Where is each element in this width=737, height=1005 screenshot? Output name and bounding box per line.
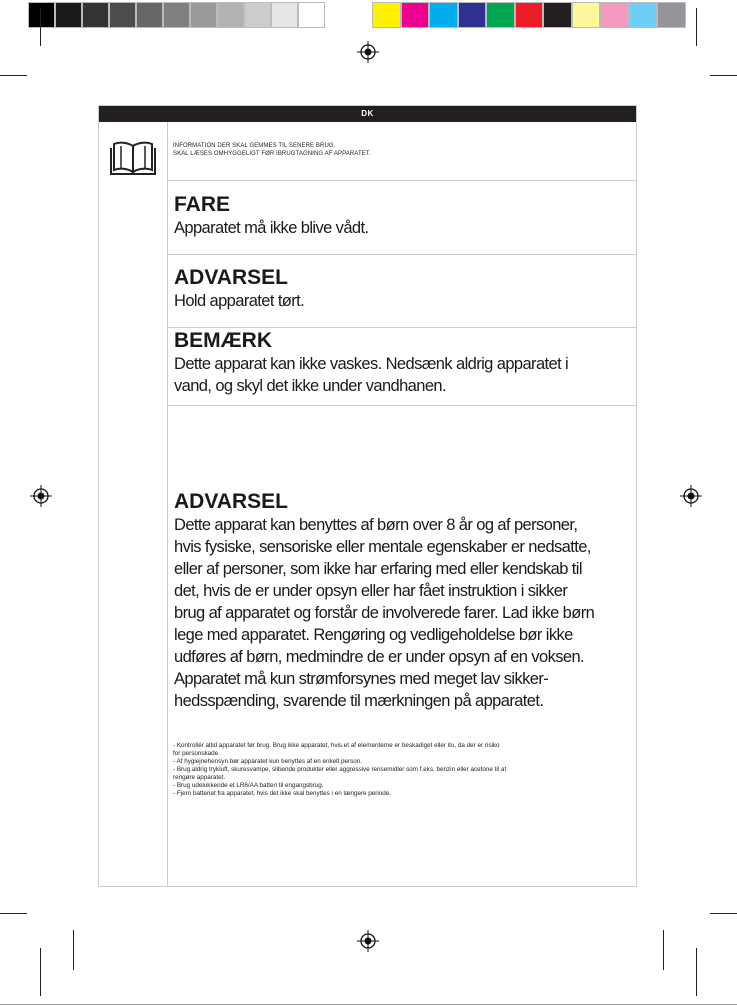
color-swatch — [401, 2, 430, 28]
bullet-line: rengøre apparatet. — [173, 774, 226, 781]
info-line-1: INFORMATION DER SKAL GEMMES TIL SENERE BRUG. — [173, 143, 336, 149]
note-heading: BEMÆRK — [174, 329, 272, 352]
bullet-line: - Brug aldrig trykluft, skuresvampe, slibende produkter eller aggressive rensemidler som f.eks. benzin eller acetone til at — [173, 766, 507, 773]
warning-line: brug af apparatet og forstår de involverede farer. Lad ikke børn — [174, 604, 595, 622]
warning-heading: ADVARSEL — [174, 490, 288, 513]
bullet-line: - Fjern batteriet fra apparatet, hvis det ikke skal benyttes i en længere periode. — [173, 790, 392, 797]
crop-mark — [663, 930, 664, 970]
color-swatch — [55, 2, 82, 28]
crop-mark — [710, 913, 737, 914]
color-swatch — [271, 2, 298, 28]
warning-line: udføres af børn, medmindre de er under opsyn af en voksen. — [174, 648, 585, 666]
color-swatch — [109, 2, 136, 28]
crop-mark — [40, 948, 41, 996]
color-swatch — [515, 2, 544, 28]
crop-mark — [0, 913, 27, 914]
crop-mark — [696, 8, 697, 46]
caution-text: Hold apparatet tørt. — [174, 292, 305, 310]
crop-mark — [710, 75, 737, 76]
warning-line: hvis fysiske, sensoriske eller mentale egenskaber er nedsatte, — [174, 538, 591, 556]
color-swatch — [136, 2, 163, 28]
note-text-line: vand, og skyl det ikke under vandhanen. — [174, 377, 446, 395]
registration-mark-icon — [30, 485, 52, 507]
bullet-line: - Brug udelukkende et LR6/AA batteri til engangsbrug. — [173, 782, 324, 789]
crop-mark — [73, 930, 74, 970]
warning-line: det, hvis de er under opsyn eller har fået instruktion i sikker — [174, 582, 568, 600]
bullet-line: for personskade. — [173, 750, 220, 757]
color-swatch — [629, 2, 658, 28]
note-text-line: Dette apparat kan ikke vaskes. Nedsænk aldrig apparatet i — [174, 355, 569, 373]
registration-mark-icon — [357, 41, 379, 63]
color-swatch — [28, 2, 55, 28]
language-header: DK — [99, 106, 636, 122]
color-swatch — [429, 2, 458, 28]
manual-page — [98, 105, 637, 887]
danger-section — [167, 181, 636, 255]
color-swatch — [458, 2, 487, 28]
color-swatch — [543, 2, 572, 28]
icon-column — [99, 122, 168, 886]
warning-line: lege med apparatet. Rengøring og vedligeholdelse bør ikke — [174, 626, 573, 644]
warning-line: hedsspænding, svarende til mærkningen på apparatet. — [174, 692, 544, 710]
danger-text: Apparatet må ikke blive vådt. — [174, 219, 369, 237]
color-swatch — [600, 2, 629, 28]
bullet-line: - Kontrollér altid apparatet før brug. Brug ikke apparatet, hvis et af elementerne er beskadiget eller itu, da der er risiko — [173, 742, 500, 749]
caution-heading: ADVARSEL — [174, 266, 288, 289]
warning-line: Dette apparat kan benyttes af børn over 8 år og af personer, — [174, 516, 578, 534]
open-book-icon — [109, 140, 157, 176]
registration-mark-icon — [357, 930, 379, 952]
warning-line: Apparatet må kun strømforsynes med meget lav sikker- — [174, 670, 549, 688]
danger-heading: FARE — [174, 193, 231, 216]
note-text — [174, 353, 634, 397]
note-section — [167, 328, 636, 406]
bullet-line: - Af hygiejnehensyn bør apparatet kun benyttes af en enkelt person. — [173, 758, 363, 765]
color-swatch — [372, 2, 401, 28]
crop-mark — [40, 8, 41, 46]
color-swatch — [217, 2, 244, 28]
color-swatch — [190, 2, 217, 28]
crop-mark — [696, 948, 697, 996]
color-swatch — [486, 2, 515, 28]
registration-mark-icon — [680, 485, 702, 507]
color-swatch — [82, 2, 109, 28]
color-swatch — [298, 2, 325, 28]
info-line-2: SKAL LÆSES OMHYGGELIGT FØR IBRUGTAGNING AF APPARATET. — [173, 151, 371, 157]
info-section — [167, 122, 636, 181]
caution-section — [167, 255, 636, 328]
color-swatch — [244, 2, 271, 28]
crop-mark — [0, 75, 27, 76]
color-swatch — [163, 2, 190, 28]
color-calibration-bar — [0, 0, 737, 30]
safety-bullet-list — [173, 742, 628, 798]
color-swatch — [657, 2, 686, 28]
warning-text — [174, 514, 634, 712]
warning-line: eller af personer, som ikke har erfaring med eller kendskab til — [174, 560, 582, 578]
color-swatch — [572, 2, 601, 28]
